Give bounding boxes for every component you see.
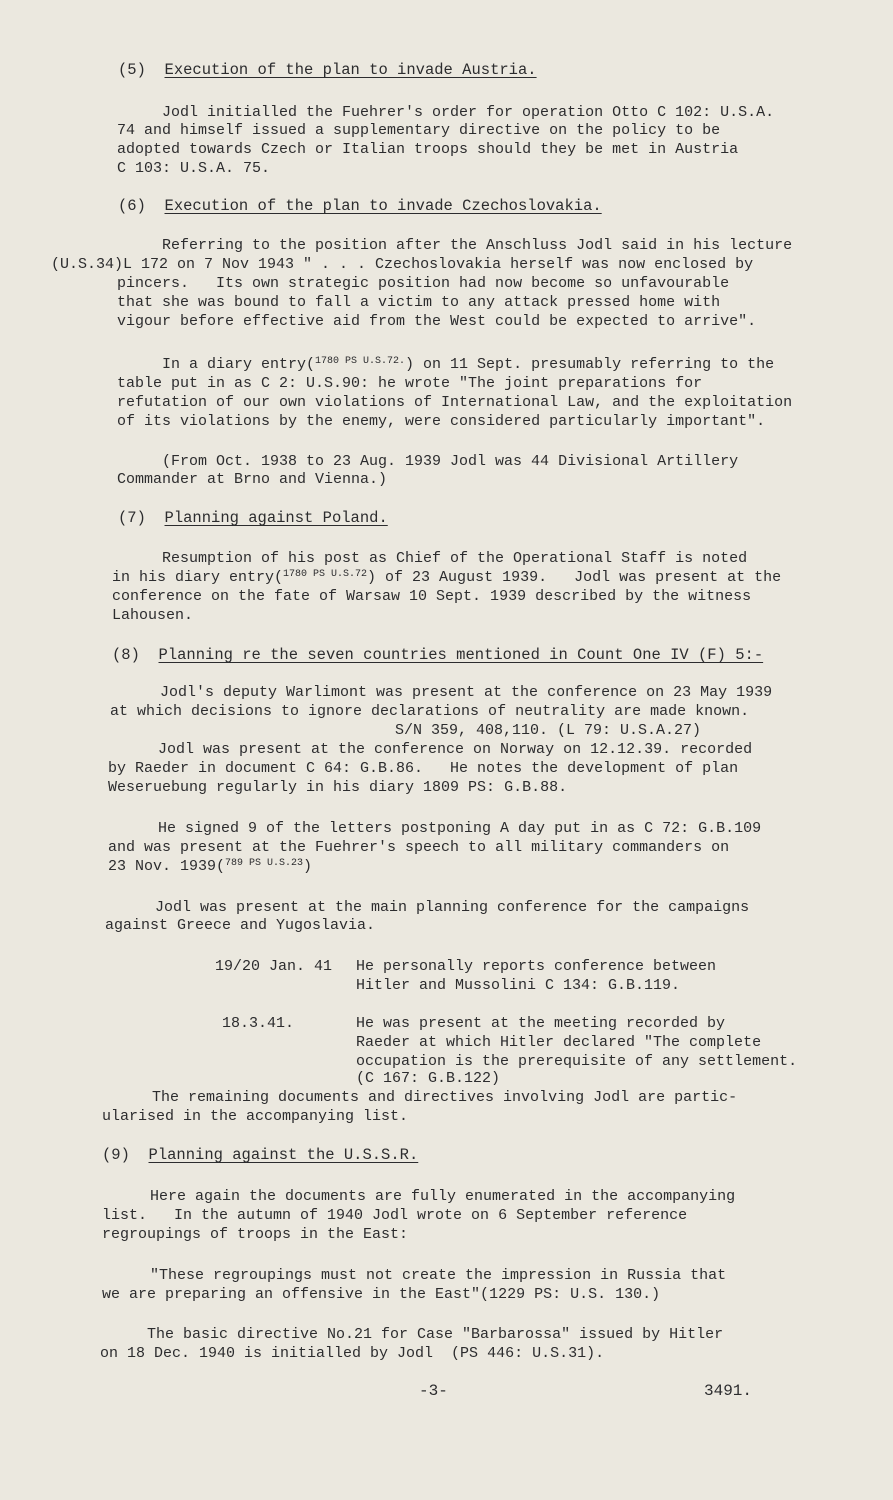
entry-line: (C 167: G.B.122) (356, 1070, 501, 1087)
section-8-title: Planning re the seven countries mentioned in Count One IV (F) 5:- (158, 646, 764, 664)
section-8-number: (8) (112, 646, 140, 664)
document-reference: 789 PS U.S.23 (225, 858, 304, 869)
s8-line: and was present at the Fuehrer's speech to all military commanders on (108, 839, 730, 856)
entry-line: He was present at the meeting recorded by (356, 1015, 726, 1032)
section-9-number: (9) (102, 1146, 130, 1164)
document-reference: 1780 PS U.S.72 (283, 569, 368, 580)
s8-line: at which decisions to ignore declarations of neutrality are made known. (110, 703, 750, 720)
s7-line: Lahousen. (112, 607, 194, 624)
section-6-number: (6) (118, 197, 146, 215)
margin-reference: (U.S.34) (51, 256, 124, 273)
s9-line: regroupings of troops in the East: (102, 1226, 409, 1243)
s8-line: Jodl's deputy Warlimont was present at the conference on 23 May 1939 (160, 684, 773, 701)
s8-line: Jodl was present at the main planning conference for the campaigns (155, 899, 750, 916)
s6-line: Commander at Brno and Vienna.) (117, 471, 388, 488)
s6-line: pincers. Its own strategic position had now become so unfavourable (117, 275, 730, 292)
s9-line: list. In the autumn of 1940 Jodl wrote on 6 September reference (102, 1207, 688, 1224)
s5-line: Jodl initialled the Fuehrer's order for operation Otto C 102: U.S.A. (162, 104, 775, 121)
s8-line: S/N 359, 408,110. (L 79: U.S.A.27) (395, 722, 702, 739)
document-reference: 1780 PS U.S.72. (315, 356, 406, 367)
s6-line: In a diary entry($^{1780 PS U.S.72.}$) on 11 Sept. presumably referring to the (162, 356, 775, 373)
entry-line: Hitler and Mussolini C 134: G.B.119. (356, 977, 681, 994)
s8-line: by Raeder in document C 64: G.B.86. He notes the development of plan (108, 760, 739, 777)
s8-line: ularised in the accompanying list. (102, 1108, 409, 1125)
entry-line: Raeder at which Hitler declared "The complete (356, 1034, 762, 1051)
s6-line: (From Oct. 1938 to 23 Aug. 1939 Jodl was 44 Divisional Artillery (162, 453, 739, 470)
s5-line: adopted towards Czech or Italian troops should they be met in Austria (117, 141, 739, 158)
s9-line: Here again the documents are fully enumerated in the accompanying (150, 1188, 736, 1205)
entry-line: He personally reports conference between (356, 958, 717, 975)
section-7-heading (118, 509, 388, 527)
page-number: -3- (419, 1382, 448, 1400)
section-7-title: Planning against Poland. (164, 509, 388, 527)
entry-date: 19/20 Jan. 41 (215, 958, 333, 975)
s5-line: 74 and himself issued a supplementary directive on the policy to be (117, 122, 721, 139)
section-9-heading (102, 1146, 418, 1164)
s5-line: C 103: U.S.A. 75. (117, 160, 271, 177)
s6-line: Referring to the position after the Anschluss Jodl said in his lecture (162, 237, 793, 254)
section-9-title: Planning against the U.S.S.R. (148, 1146, 419, 1164)
s6-line: vigour before effective aid from the West could be expected to arrive". (117, 313, 757, 330)
s9-line: on 18 Dec. 1940 is initialled by Jodl (PS 446: U.S.31). (100, 1345, 605, 1362)
section-5-heading (118, 61, 537, 79)
s9-line: "These regroupings must not create the impression in Russia that (150, 1267, 727, 1284)
s8-line: The remaining documents and directives involving Jodl are partic- (152, 1089, 738, 1106)
entry-line: occupation is the prerequisite of any settlement. (356, 1053, 798, 1070)
s9-line: The basic directive No.21 for Case "Barbarossa" issued by Hitler (147, 1326, 724, 1343)
section-6-heading (118, 197, 602, 215)
s8-line: He signed 9 of the letters postponing A day put in as C 72: G.B.109 (158, 820, 762, 837)
section-7-number: (7) (118, 509, 146, 527)
section-5-title: Execution of the plan to invade Austria. (164, 61, 537, 79)
section-6-title: Execution of the plan to invade Czechoslovakia. (164, 197, 602, 215)
s6-line: that she was bound to fall a victim to any attack pressed home with (117, 294, 721, 311)
s7-line: in his diary entry($^{1780 PS U.S.72}$) of 23 August 1939. Jodl was present at the (112, 569, 782, 586)
entry-date: 18.3.41. (222, 1015, 295, 1032)
s7-line: conference on the fate of Warsaw 10 Sept. 1939 described by the witness (112, 588, 752, 605)
s6-line: table put in as C 2: U.S.90: he wrote "The joint preparations for (117, 375, 703, 392)
s8-line: against Greece and Yugoslavia. (105, 917, 376, 934)
s8-line: 23 Nov. 1939($^{789 PS U.S.23}$) (108, 858, 313, 875)
section-8-heading (112, 646, 763, 664)
s6-line: of its violations by the enemy, were considered particularly important". (117, 413, 766, 430)
document-number: 3491. (704, 1382, 753, 1400)
s8-line: Weseruebung regularly in his diary 1809 PS: G.B.88. (108, 779, 568, 796)
s9-line: we are preparing an offensive in the East"(1229 PS: U.S. 130.) (102, 1286, 661, 1303)
s8-line: Jodl was present at the conference on Norway on 12.12.39. recorded (158, 741, 753, 758)
s6-line: refutation of our own violations of International Law, and the exploitation (117, 394, 793, 411)
section-5-number: (5) (118, 61, 146, 79)
s6-line-with-margin-ref: (U.S.34)L 172 on 7 Nov 1943 " . . . Czechoslovakia herself was now enclosed by (51, 256, 754, 273)
s7-line: Resumption of his post as Chief of the Operational Staff is noted (162, 550, 748, 567)
